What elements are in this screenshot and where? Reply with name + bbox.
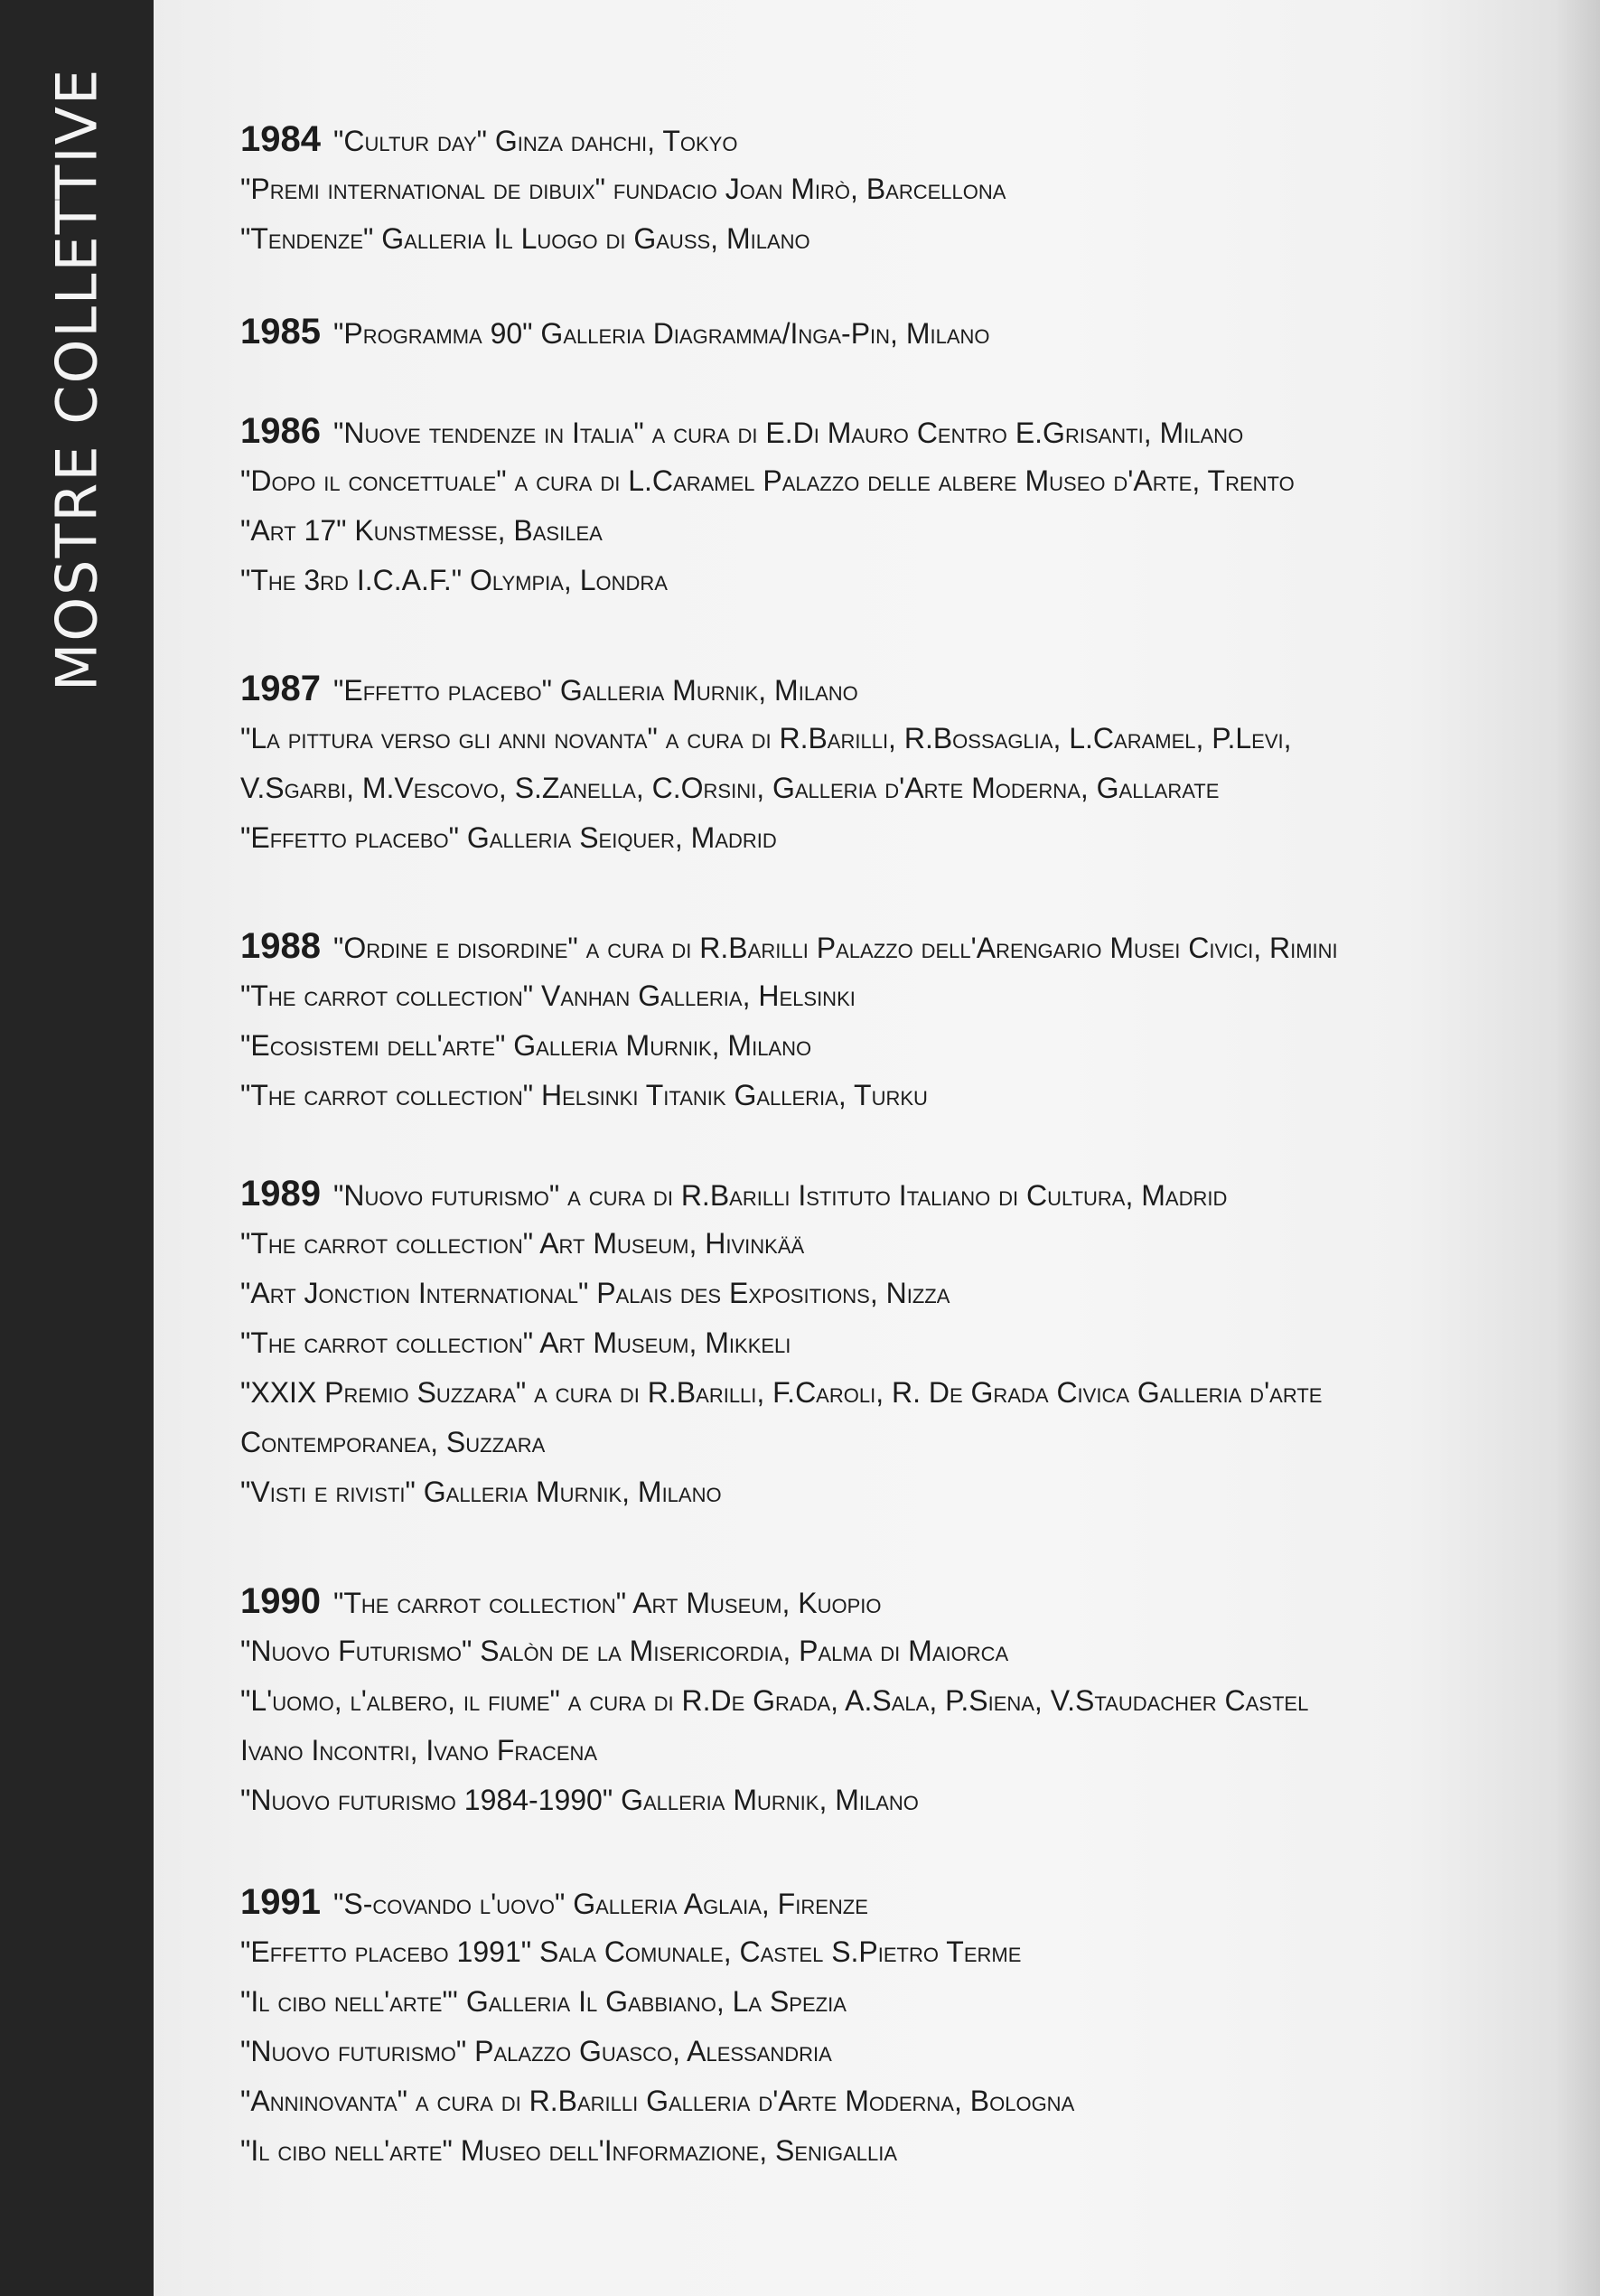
exhibition-entry: [240, 1577, 1523, 1626]
exhibition-text: "Nuovo futurismo" a cura di R.Barilli Istituto Italiano di Cultura, Madrid: [332, 1179, 1228, 1212]
year-label: 1987: [240, 669, 321, 708]
year-block-1990: [240, 1577, 1523, 1825]
year-block-1985: [240, 307, 1523, 357]
exhibition-entry: "The 3rd I.C.A.F." Olympia, Londra: [240, 564, 668, 596]
year-label: 1985: [240, 312, 321, 351]
exhibition-entry: "Il cibo nell'arte"' Galleria Il Gabbiano, La Spezia: [240, 1985, 847, 2018]
exhibition-entry: V.Sgarbi, M.Vescovo, S.Zanella, C.Orsini, Galleria d'Arte Moderna, Gallarate: [240, 772, 1220, 804]
section-title: MOSTRE COLLETTIVE: [43, 67, 110, 692]
exhibition-text: "Cultur day" Ginza dahchi, Tokyo: [332, 125, 738, 157]
page-fold-shadow: [1555, 0, 1600, 2296]
exhibition-entry: "The carrot collection" Vanhan Galleria, Helsinki: [240, 979, 856, 1012]
exhibition-text: "Effetto placebo" Galleria Murnik, Milano: [332, 674, 858, 707]
exhibition-entry: [240, 1878, 1523, 1927]
year-label: 1990: [240, 1581, 321, 1621]
exhibition-entry: "Visti e rivisti" Galleria Murnik, Milano: [240, 1476, 722, 1508]
exhibition-entry: "XXIX Premio Suzzara" a cura di R.Barilli, F.Caroli, R. De Grada Civica Galleria d'arte: [240, 1376, 1323, 1409]
exhibition-list: [240, 0, 1523, 2296]
exhibition-entry: "Nuovo Futurismo" Salòn de la Misericordia, Palma di Maiorca: [240, 1635, 1009, 1667]
exhibition-entry: "Dopo il concettuale" a cura di L.Caramel Palazzo delle albere Museo d'Arte, Trento: [240, 464, 1295, 497]
exhibition-entry: "Ecosistemi dell'arte" Galleria Murnik, Milano: [240, 1029, 812, 1062]
exhibition-entry: "Tendenze" Galleria Il Luogo di Gauss, Milano: [240, 222, 810, 255]
exhibition-entry: [240, 922, 1523, 971]
exhibition-entry: "Nuovo futurismo" Palazzo Guasco, Alessandria: [240, 2035, 832, 2067]
exhibition-entry: "Premi international de dibuix" fundacio Joan Mirò, Barcellona: [240, 173, 1006, 205]
year-block-1984: [240, 115, 1523, 264]
year-label: 1986: [240, 411, 321, 451]
year-label: 1984: [240, 119, 321, 159]
exhibition-text: "Ordine e disordine" a cura di R.Barilli Palazzo dell'Arengario Musei Civici, Rimini: [332, 932, 1338, 964]
year-block-1987: [240, 664, 1523, 863]
exhibition-entry: "L'uomo, l'albero, il fiume" a cura di R.De Grada, A.Sala, P.Siena, V.Staudacher Castel: [240, 1684, 1309, 1717]
exhibition-entry: "La pittura verso gli anni novanta" a cura di R.Barilli, R.Bossaglia, L.Caramel, P.Levi,: [240, 722, 1292, 754]
exhibition-text: "The carrot collection" Art Museum, Kuopio: [332, 1587, 882, 1619]
exhibition-entry: "Effetto placebo 1991" Sala Comunale, Castel S.Pietro Terme: [240, 1935, 1022, 1968]
section-sidebar: [0, 0, 154, 2296]
exhibition-entry: [240, 664, 1523, 714]
exhibition-entry: [240, 307, 1523, 357]
year-block-1986: [240, 407, 1523, 605]
year-label: 1988: [240, 926, 321, 966]
exhibition-entry: "The carrot collection" Helsinki Titanik Galleria, Turku: [240, 1079, 928, 1111]
exhibition-entry: "Nuovo futurismo 1984-1990" Galleria Murnik, Milano: [240, 1784, 919, 1816]
exhibition-text: "Nuove tendenze in Italia" a cura di E.Di Mauro Centro E.Grisanti, Milano: [332, 417, 1244, 449]
exhibition-text: "S-covando l'uovo" Galleria Aglaia, Firenze: [332, 1888, 868, 1920]
exhibition-entry: "Il cibo nell'arte" Museo dell'Informazione, Senigallia: [240, 2134, 898, 2167]
exhibition-entry: "Effetto placebo" Galleria Seiquer, Madrid: [240, 821, 777, 854]
exhibition-entry: "Art 17" Kunstmesse, Basilea: [240, 514, 603, 547]
exhibition-text: "Programma 90" Galleria Diagramma/Inga-Pin, Milano: [332, 317, 990, 350]
year-label: 1989: [240, 1174, 321, 1214]
exhibition-entry: "Art Jonction International" Palais des Expositions, Nizza: [240, 1277, 950, 1309]
exhibition-entry: Ivano Incontri, Ivano Fracena: [240, 1734, 598, 1767]
exhibition-entry: [240, 115, 1523, 164]
exhibition-entry: [240, 407, 1523, 456]
exhibition-entry: "Anninovanta" a cura di R.Barilli Galleria d'Arte Moderna, Bologna: [240, 2085, 1075, 2117]
exhibition-entry: Contemporanea, Suzzara: [240, 1426, 546, 1458]
exhibition-entry: "The carrot collection" Art Museum, Hivinkää: [240, 1227, 805, 1260]
year-block-1991: [240, 1878, 1523, 2176]
exhibition-entry: "The carrot collection" Art Museum, Mikkeli: [240, 1326, 791, 1359]
year-block-1988: [240, 922, 1523, 1120]
exhibition-entry: [240, 1169, 1523, 1219]
year-label: 1991: [240, 1882, 321, 1922]
year-block-1989: [240, 1169, 1523, 1517]
